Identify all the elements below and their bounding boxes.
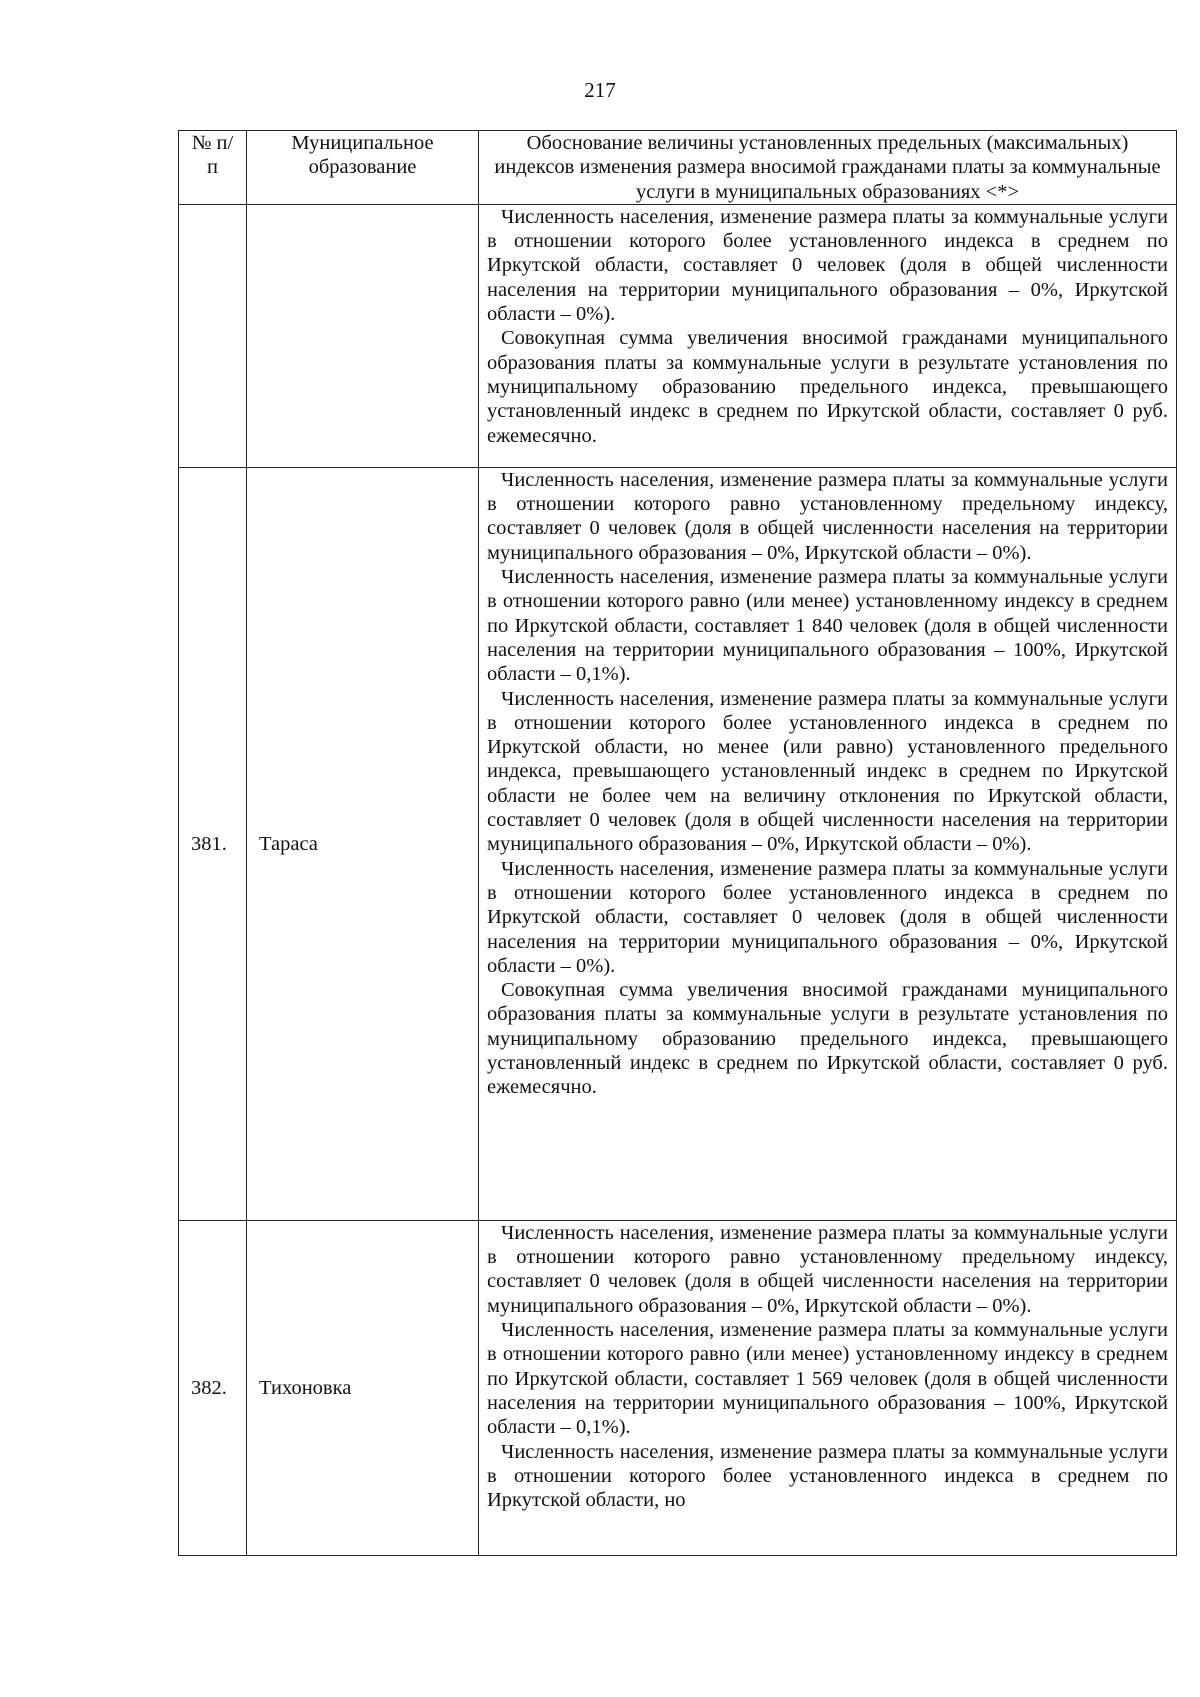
header-municipality: Муниципальное образование [247,131,479,205]
row-justification [479,204,1177,467]
row-justification [479,467,1177,1220]
row-municipality: Тихоновка [247,1220,479,1555]
row-municipality [247,204,479,467]
paragraph: Численность населения, изменение размера платы за коммунальные услуги в отношении которого более установленного индекса в среднем по Иркутской области, составляет 0 человек (доля в общей численности населения на территории муниципального образования – 0%, Иркутской области – 0%). [487,857,1168,977]
paragraph: Численность населения, изменение размера платы за коммунальные услуги в отношении которого более установленного индекса в среднем по Иркутской области, составляет 0 человек (доля в общей численности населения на территории муниципального образования – 0%, Иркутской области – 0%). [487,205,1168,326]
table-header-row [179,131,1177,205]
paragraph: Численность населения, изменение размера платы за коммунальные услуги в отношении которого равно (или менее) установленному индексу в среднем по Иркутской области, составляет 1 569 человек (доля в общей численности населения на территории муниципального образования – 100%, Иркутской области – 0,1%). [487,1319,1168,1439]
page-number: 217 [584,78,616,102]
paragraph: Совокупная сумма увеличения вносимой гражданами муниципального образования платы за коммунальные услуги в результате установления по муниципальному образованию предельного индекса, превышающего установленный индекс в среднем по Иркутской области, составляет 0 руб. ежемесячно. [487,979,1168,1099]
row-number: 382. [179,1220,247,1555]
paragraph: Совокупная сумма увеличения вносимой гражданами муниципального образования платы за коммунальные услуги в результате установления по муниципальному образованию предельного индекса, превышающего установленный индекс в среднем по Иркутской области, составляет 0 руб. ежемесячно. [487,327,1168,447]
row-municipality: Тараса [247,467,479,1220]
paragraph: Численность населения, изменение размера платы за коммунальные услуги в отношении которого равно установленному предельному индексу, составляет 0 человек (доля в общей численности населения на территории муниципального образования – 0%, Иркутской области – 0%). [487,468,1168,564]
header-num: № п/п [179,131,247,205]
row-number: 381. [179,467,247,1220]
table-row [179,467,1177,1220]
table-row [179,1220,1177,1555]
justification-table [178,130,1177,1556]
row-number [179,204,247,467]
header-justification: Обоснование величины установленных предельных (максимальных) индексов изменения размера вносимой гражданами платы за коммунальные услуги в муниципальных образованиях <*> [479,131,1177,205]
row-justification [479,1220,1177,1555]
table-row [179,204,1177,467]
paragraph: Численность населения, изменение размера платы за коммунальные услуги в отношении которого равно (или менее) установленному индексу в среднем по Иркутской области, составляет 1 840 человек (доля в общей численности населения на территории муниципального образования – 100%, Иркутской области – 0,1%). [487,566,1168,686]
paragraph: Численность населения, изменение размера платы за коммунальные услуги в отношении которого более установленного индекса в среднем по Иркутской области, но менее (или равно) установленного предельного индекса, превышающего установленный индекс в среднем по Иркутской области не более чем на величину отклонения по Иркутской области, составляет 0 человек (доля в общей численности населения на территории муниципального образования – 0%, Иркутской области – 0%). [487,687,1168,856]
paragraph: Численность населения, изменение размера платы за коммунальные услуги в отношении которого равно установленному предельному индексу, составляет 0 человек (доля в общей численности населения на территории муниципального образования – 0%, Иркутской области – 0%). [487,1221,1168,1317]
paragraph: Численность населения, изменение размера платы за коммунальные услуги в отношении которого более установленного индекса в среднем по Иркутской области, но [487,1440,1168,1512]
